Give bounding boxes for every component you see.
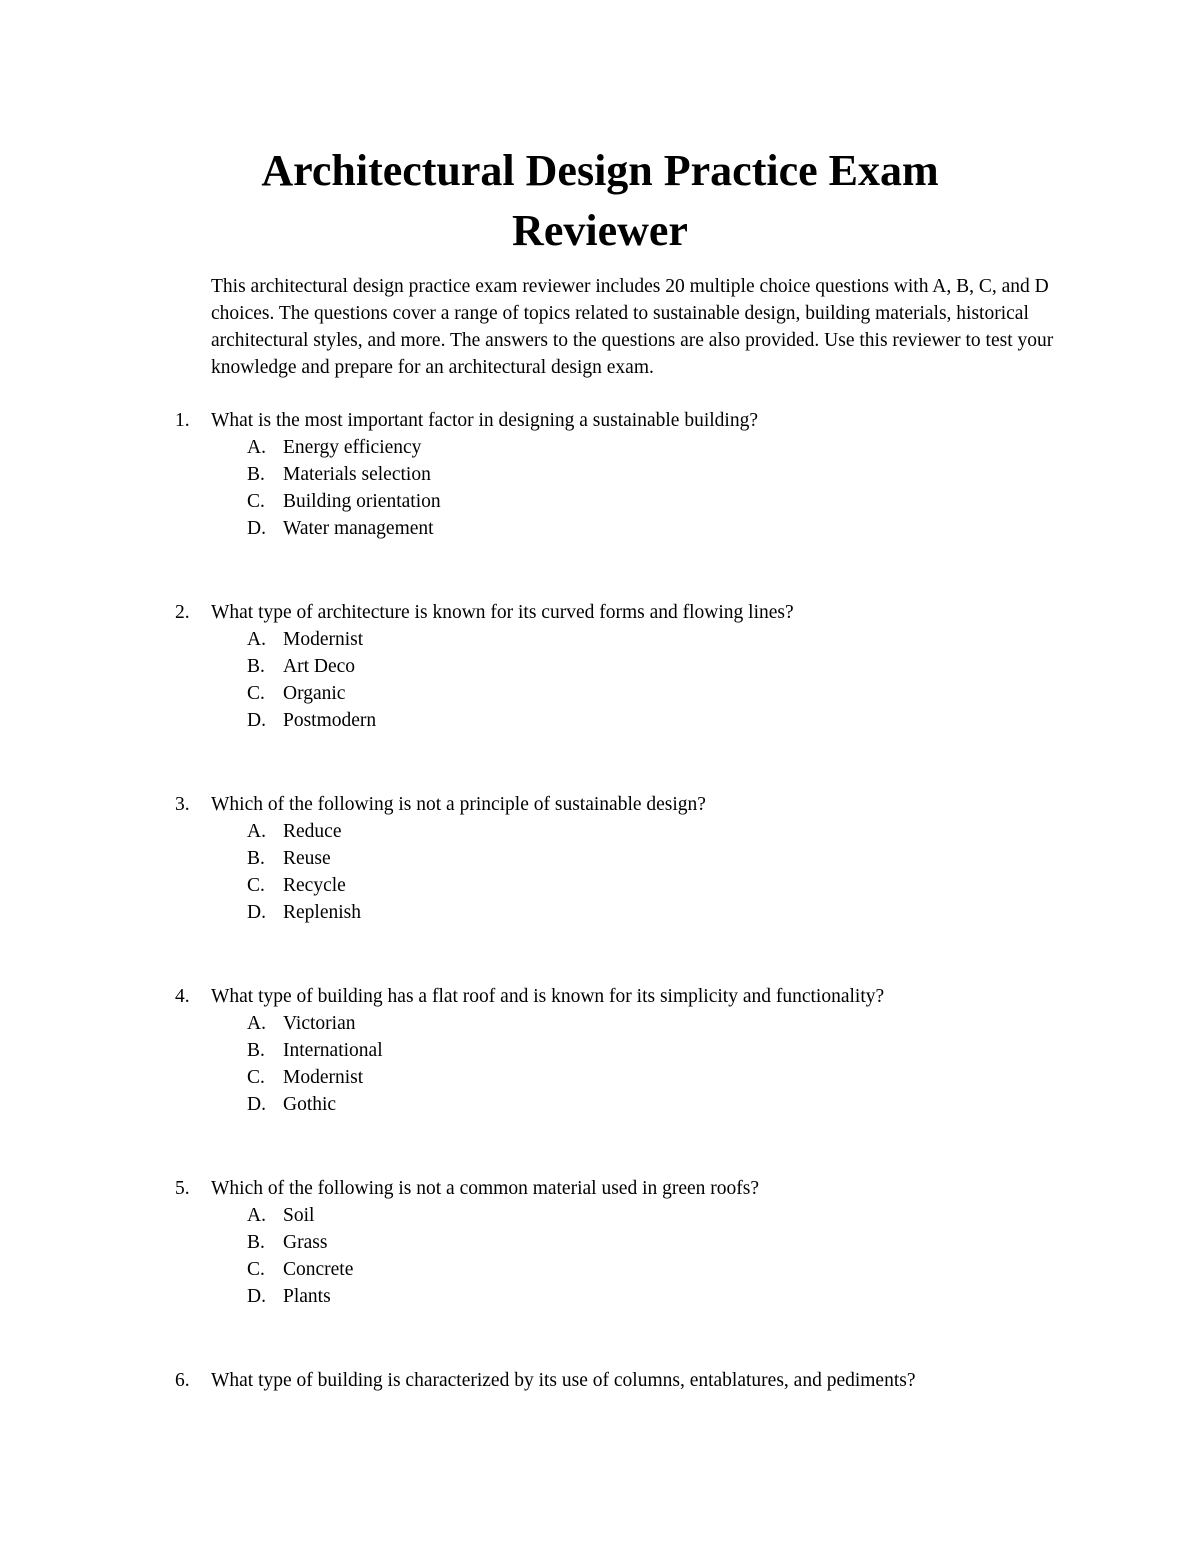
option-text: Reuse: [283, 848, 331, 869]
option-letter: D.: [247, 518, 266, 539]
option-c: [0, 872, 1200, 899]
question-text: What is the most important factor in designing a sustainable building?: [211, 410, 758, 431]
option-letter: A.: [247, 1205, 266, 1226]
option-text: International: [283, 1040, 383, 1061]
option-b: [0, 1037, 1200, 1064]
option-text: Concrete: [283, 1259, 354, 1280]
option-letter: A.: [247, 821, 266, 842]
option-text: Grass: [283, 1232, 328, 1253]
option-b: [0, 845, 1200, 872]
question-1: [0, 407, 1200, 542]
question-number: 5.: [175, 1178, 190, 1199]
question-text: What type of building has a flat roof and is known for its simplicity and functionality?: [211, 986, 885, 1007]
question-number: 1.: [175, 410, 190, 431]
option-letter: B.: [247, 464, 265, 485]
option-letter: B.: [247, 1232, 265, 1253]
option-letter: B.: [247, 656, 265, 677]
question-text: Which of the following is not a principle of sustainable design?: [211, 794, 706, 815]
option-c: [0, 488, 1200, 515]
question-number: 4.: [175, 986, 190, 1007]
option-b: [0, 1229, 1200, 1256]
option-a: [0, 818, 1200, 845]
option-letter: A.: [247, 1013, 266, 1034]
option-text: Materials selection: [283, 464, 431, 485]
option-text: Art Deco: [283, 656, 356, 677]
document-title: [150, 141, 1050, 261]
option-text: Reduce: [283, 821, 342, 842]
question-text: Which of the following is not a common material used in green roofs?: [211, 1178, 760, 1199]
option-letter: A.: [247, 437, 266, 458]
option-text: Replenish: [283, 902, 361, 923]
option-letter: C.: [247, 875, 265, 896]
question-3: [0, 791, 1200, 926]
question-4: [0, 983, 1200, 1118]
option-letter: C.: [247, 683, 265, 704]
option-text: Recycle: [283, 875, 346, 896]
option-text: Organic: [283, 683, 346, 704]
option-letter: D.: [247, 902, 266, 923]
option-d: [0, 899, 1200, 926]
option-text: Water management: [283, 518, 434, 539]
option-b: [0, 461, 1200, 488]
option-text: Modernist: [283, 1067, 364, 1088]
question-5: [0, 1175, 1200, 1310]
option-a: [0, 1010, 1200, 1037]
option-letter: D.: [247, 710, 266, 731]
option-letter: B.: [247, 1040, 265, 1061]
option-d: [0, 1283, 1200, 1310]
question-2: [0, 599, 1200, 734]
option-text: Victorian: [283, 1013, 356, 1034]
option-d: [0, 1091, 1200, 1118]
option-a: [0, 434, 1200, 461]
option-letter: D.: [247, 1094, 266, 1115]
option-letter: B.: [247, 848, 265, 869]
option-a: [0, 1202, 1200, 1229]
option-d: [0, 707, 1200, 734]
title-line-1: Architectural Design Practice Exam: [261, 146, 939, 195]
option-letter: D.: [247, 1286, 266, 1307]
intro-paragraph: This architectural design practice exam reviewer includes 20 multiple choice questions with A, B, C, and D choices. The questions cover a range of topics related to sustainable design, building materials, historical architectural styles, and more. The answers to the questions are also provided. Use this reviewer to test your knowledge and prepare for an architectural design exam.: [211, 276, 1054, 378]
option-d: [0, 515, 1200, 542]
option-text: Postmodern: [283, 710, 377, 731]
question-number: 3.: [175, 794, 190, 815]
question-text: What type of building is characterized by its use of columns, entablatures, and pediments?: [211, 1370, 916, 1391]
question-6: [0, 1367, 1200, 1394]
option-c: [0, 680, 1200, 707]
question-number: 2.: [175, 602, 190, 623]
option-text: Modernist: [283, 629, 364, 650]
option-c: [0, 1256, 1200, 1283]
option-letter: A.: [247, 629, 266, 650]
option-text: Soil: [283, 1205, 315, 1226]
option-text: Building orientation: [283, 491, 441, 512]
option-c: [0, 1064, 1200, 1091]
title-line-2: Reviewer: [512, 206, 688, 255]
option-a: [0, 626, 1200, 653]
option-letter: C.: [247, 1067, 265, 1088]
option-b: [0, 653, 1200, 680]
option-text: Energy efficiency: [283, 437, 422, 458]
option-text: Gothic: [283, 1094, 337, 1115]
option-text: Plants: [283, 1286, 331, 1307]
option-letter: C.: [247, 1259, 265, 1280]
option-letter: C.: [247, 491, 265, 512]
question-number: 6.: [175, 1370, 190, 1391]
question-text: What type of architecture is known for its curved forms and flowing lines?: [211, 602, 794, 623]
